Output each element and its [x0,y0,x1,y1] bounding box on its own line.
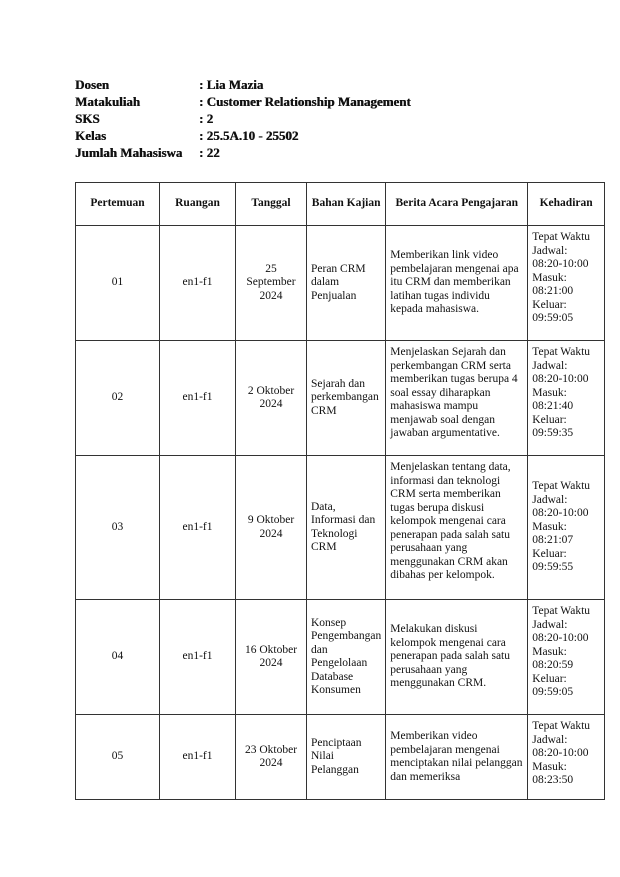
sks-label: SKS [75,111,100,126]
cell-berita-acara: Menjelaskan Sejarah dan perkembangan CRM serta memberikan tugas berupa 4 soal essay diharapkan mahasiswa mampu menjawab soal dengan jawaban argumentative. [386,341,528,456]
header-ruangan: Ruangan [160,183,236,226]
kelas-label: Kelas [75,128,107,143]
cell-kehadiran: Tepat Waktu Jadwal: 08:20-10:00 Masuk: 08:21:07 Keluar: 09:59:55 [528,456,605,600]
cell-ruangan: en1-f1 [160,600,236,715]
cell-pertemuan: 03 [76,456,160,600]
cell-kehadiran: Tepat Waktu Jadwal: 08:20-10:00 Masuk: 08:20:59 Keluar: 09:59:05 [528,600,605,715]
info-kelas [75,127,411,144]
cell-ruangan: en1-f1 [160,341,236,456]
table-row [76,456,605,600]
cell-bahan-kajian: Konsep Pengembangan dan Pengelolaan Database Konsumen [307,600,386,715]
cell-bahan-kajian: Peran CRM dalam Penjualan [307,226,386,341]
cell-kehadiran: Tepat Waktu Jadwal: 08:20-10:00 Masuk: 08:23:50 [528,715,605,800]
cell-berita-acara: Menjelaskan tentang data, informasi dan teknologi CRM serta memberikan tugas berupa diskusi kelompok mengenai cara penerapan pada salah satu perusahaan yang menggunakan CRM akan dibahas per kelompok. [386,456,528,600]
table-row [76,341,605,456]
header-tanggal: Tanggal [236,183,307,226]
header-bahan-kajian: Bahan Kajian [307,183,386,226]
dosen-value: : Lia Mazia [199,77,264,92]
kelas-value: : 25.5A.10 - 25502 [199,128,299,143]
cell-ruangan: en1-f1 [160,456,236,600]
table-row [76,600,605,715]
cell-kehadiran: Tepat Waktu Jadwal: 08:20-10:00 Masuk: 08:21:40 Keluar: 09:59:35 [528,341,605,456]
cell-pertemuan: 04 [76,600,160,715]
cell-berita-acara: Memberikan video pembelajaran mengenai menciptakan nilai pelanggan dan memeriksa [386,715,528,800]
cell-bahan-kajian: Data, Informasi dan Teknologi CRM [307,456,386,600]
info-sks [75,110,411,127]
info-matakuliah [75,93,411,110]
cell-pertemuan: 01 [76,226,160,341]
cell-pertemuan: 05 [76,715,160,800]
jumlah-value: : 22 [199,145,220,160]
cell-ruangan: en1-f1 [160,226,236,341]
cell-ruangan: en1-f1 [160,715,236,800]
info-jumlah-mahasiswa [75,144,411,161]
cell-tanggal: 16 Oktober 2024 [236,600,307,715]
course-info [75,76,411,161]
attendance-table [75,182,605,800]
cell-bahan-kajian: Sejarah dan perkembangan CRM [307,341,386,456]
cell-berita-acara: Memberikan link video pembelajaran mengenai apa itu CRM dan memberikan latihan tugas individu kepada mahasiswa. [386,226,528,341]
cell-tanggal: 25 September 2024 [236,226,307,341]
jumlah-label: Jumlah Mahasiswa [75,145,183,160]
table-row [76,715,605,800]
cell-tanggal: 9 Oktober 2024 [236,456,307,600]
cell-tanggal: 23 Oktober 2024 [236,715,307,800]
cell-berita-acara: Melakukan diskusi kelompok mengenai cara penerapan pada salah satu perusahaan yang menggunakan CRM. [386,600,528,715]
cell-tanggal: 2 Oktober 2024 [236,341,307,456]
info-dosen [75,76,411,93]
header-pertemuan: Pertemuan [76,183,160,226]
header-berita-acara: Berita Acara Pengajaran [386,183,528,226]
table-row [76,226,605,341]
cell-bahan-kajian: Penciptaan Nilai Pelanggan [307,715,386,800]
cell-kehadiran: Tepat Waktu Jadwal: 08:20-10:00 Masuk: 08:21:00 Keluar: 09:59:05 [528,226,605,341]
table-header-row [76,183,605,226]
sks-value: : 2 [199,111,214,126]
matakuliah-label: Matakuliah [75,94,141,109]
matakuliah-value: : Customer Relationship Management [199,94,411,109]
dosen-label: Dosen [75,77,109,92]
header-kehadiran: Kehadiran [528,183,605,226]
cell-pertemuan: 02 [76,341,160,456]
